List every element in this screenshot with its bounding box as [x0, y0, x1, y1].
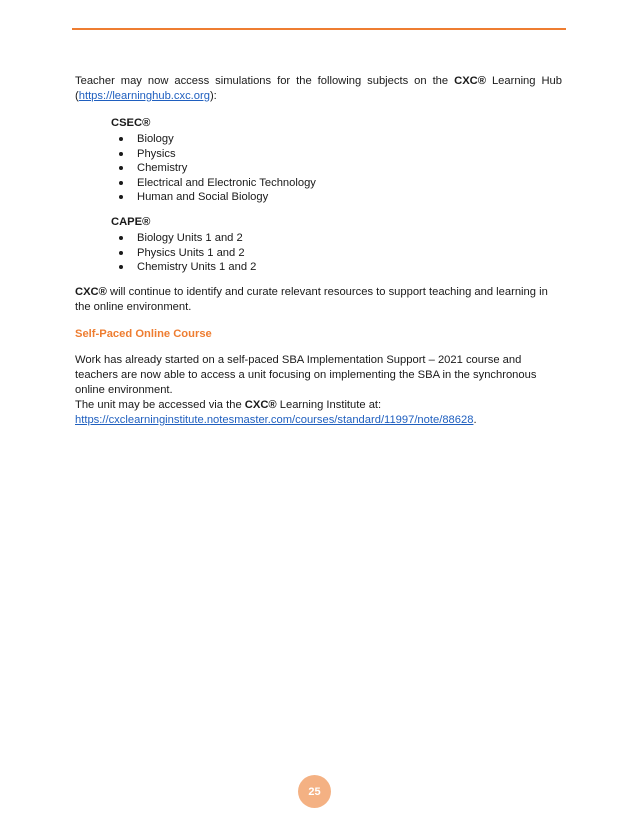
page-content	[75, 74, 562, 428]
list-item: Biology	[111, 132, 562, 147]
course-line1: Work has already started on a self-paced SBA Implementation Support – 2021 course and teachers are now able to access a unit focusing on implementing the SBA in the synchronous online environment.	[75, 353, 537, 396]
csec-list	[111, 132, 562, 205]
curate-text: will continue to identify and curate relevant resources to support teaching and learning in the online environment.	[75, 285, 548, 313]
cape-list	[111, 231, 562, 275]
course-line2-after: Learning Institute at:	[276, 398, 382, 411]
list-item: Electrical and Electronic Technology	[111, 176, 562, 191]
course-paragraph	[75, 353, 562, 428]
csec-group	[111, 116, 562, 205]
csec-title: CSEC®	[111, 117, 151, 129]
cape-title: CAPE®	[111, 215, 151, 228]
page-number: 25	[308, 785, 321, 798]
list-item: Chemistry	[111, 161, 562, 176]
page-number-badge	[298, 775, 331, 808]
learning-institute-link[interactable]: https://cxclearninginstitute.notesmaster.com/courses/standard/11997/note/88628	[75, 413, 474, 426]
intro-paragraph	[75, 74, 562, 104]
intro-brand: CXC®	[454, 75, 486, 87]
list-item: Human and Social Biology	[111, 190, 562, 205]
list-item: Physics	[111, 147, 562, 162]
course-brand: CXC®	[244, 398, 277, 411]
curate-brand: CXC®	[75, 285, 107, 298]
intro-text-after: Learning Hub (	[75, 75, 562, 102]
course-line2: The unit may be accessed via the	[75, 398, 245, 411]
section-heading: Self-Paced Online Course	[75, 327, 212, 340]
course-closing: .	[473, 413, 477, 426]
intro-text: Teacher may now access simulations for the following subjects on the	[75, 75, 455, 87]
list-item: Biology Units 1 and 2	[111, 231, 562, 246]
header-rule	[72, 28, 566, 30]
intro-closing: ):	[209, 90, 217, 102]
list-item: Chemistry Units 1 and 2	[111, 260, 562, 275]
learning-hub-link[interactable]: https://learninghub.cxc.org	[78, 90, 210, 102]
cape-group	[111, 215, 562, 275]
list-item: Physics Units 1 and 2	[111, 246, 562, 261]
curate-paragraph	[75, 285, 562, 315]
